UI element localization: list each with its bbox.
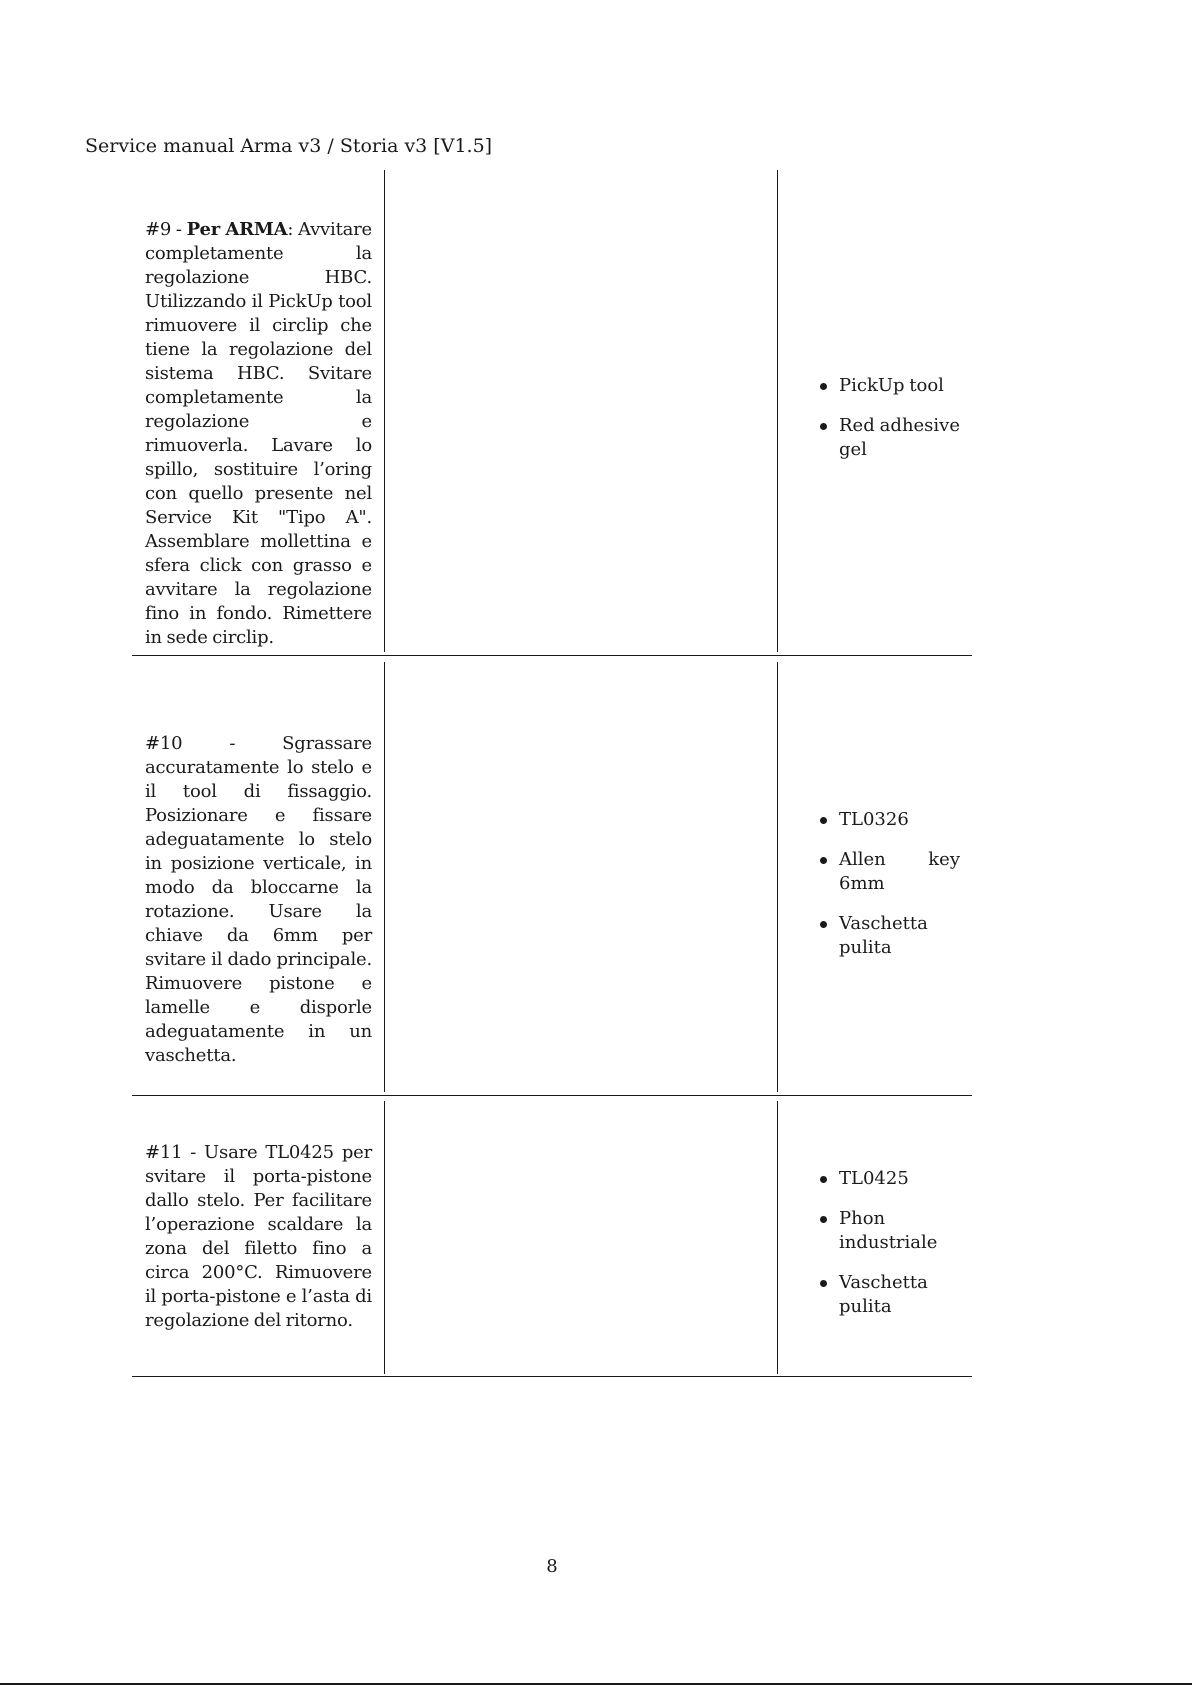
list-item xyxy=(820,1167,960,1191)
bullet-icon xyxy=(820,1280,827,1287)
tool-name: TL0425 xyxy=(839,1168,909,1189)
step-description xyxy=(145,218,372,650)
list-item xyxy=(820,848,960,896)
tool-list xyxy=(820,374,960,462)
tool-list xyxy=(820,1167,960,1319)
row-divider xyxy=(132,1095,972,1096)
step-emphasis: Per ARMA xyxy=(186,219,288,240)
step-text: : Avvitare completamente la regolazione HBC. Utilizzando il PickUp tool rimuovere il circlip che tiene la regolazione del sistema HBC. Svitare completamente la regolazione e rimuoverla. Lavare lo spillo, sostituire l’oring con quello presente nel Service Kit "Tipo A". Assemblare mollettina e sfera click con grasso e avvitare la regolazione fino in fondo. Rimettere in sede circlip. xyxy=(145,219,373,648)
tool-name: TL0326 xyxy=(839,809,909,830)
column-divider xyxy=(777,1101,778,1374)
tool-name: Vaschetta pulita xyxy=(839,913,928,958)
column-divider xyxy=(777,170,778,652)
column-divider xyxy=(384,1101,385,1374)
bullet-icon xyxy=(820,857,827,864)
step-description: #10 - Sgrassare accuratamente lo stelo e il tool di fissaggio. Posizionare e fissare adeguatamente lo stelo in posizione verticale, in modo da bloccarne la rotazione. Usare la chiave da 6mm per svitare il dado principale. Rimuovere pistone e lamelle e disporle adeguatamente in un vaschetta. xyxy=(145,733,372,1066)
bullet-icon xyxy=(820,817,827,824)
tool-name: Vaschetta pulita xyxy=(839,1272,928,1317)
tool-list xyxy=(820,808,960,960)
step-description: #11 - Usare TL0425 per svitare il porta-pistone dallo stelo. Per facilitare l’operazione scaldare la zona del filetto fino a circa 200°C. Rimuovere il porta-pistone e l’asta di regolazione del ritorno. xyxy=(145,1142,372,1331)
list-item xyxy=(820,414,960,462)
tool-name: Red adhesive gel xyxy=(839,415,960,460)
tool-name: PickUp tool xyxy=(839,375,944,396)
tool-name: Phon industriale xyxy=(839,1208,938,1253)
bullet-icon xyxy=(820,1216,827,1223)
column-divider xyxy=(384,170,385,652)
bullet-icon xyxy=(820,423,827,430)
step-number-prefix: #9 - xyxy=(145,219,187,240)
column-divider xyxy=(777,662,778,1092)
list-item xyxy=(820,912,960,960)
bullet-icon xyxy=(820,921,827,928)
page-header: Service manual Arma v3 / Storia v3 [V1.5] xyxy=(85,135,493,157)
bullet-icon xyxy=(820,383,827,390)
list-item xyxy=(820,374,960,398)
bullet-icon xyxy=(820,1176,827,1183)
list-item xyxy=(820,1207,960,1255)
column-divider xyxy=(384,662,385,1092)
page-number: 8 xyxy=(546,1556,558,1577)
tool-name: Allen key 6mm xyxy=(839,849,960,894)
list-item xyxy=(820,808,960,832)
list-item xyxy=(820,1271,960,1319)
row-divider xyxy=(132,1376,972,1377)
row-divider xyxy=(132,655,972,656)
